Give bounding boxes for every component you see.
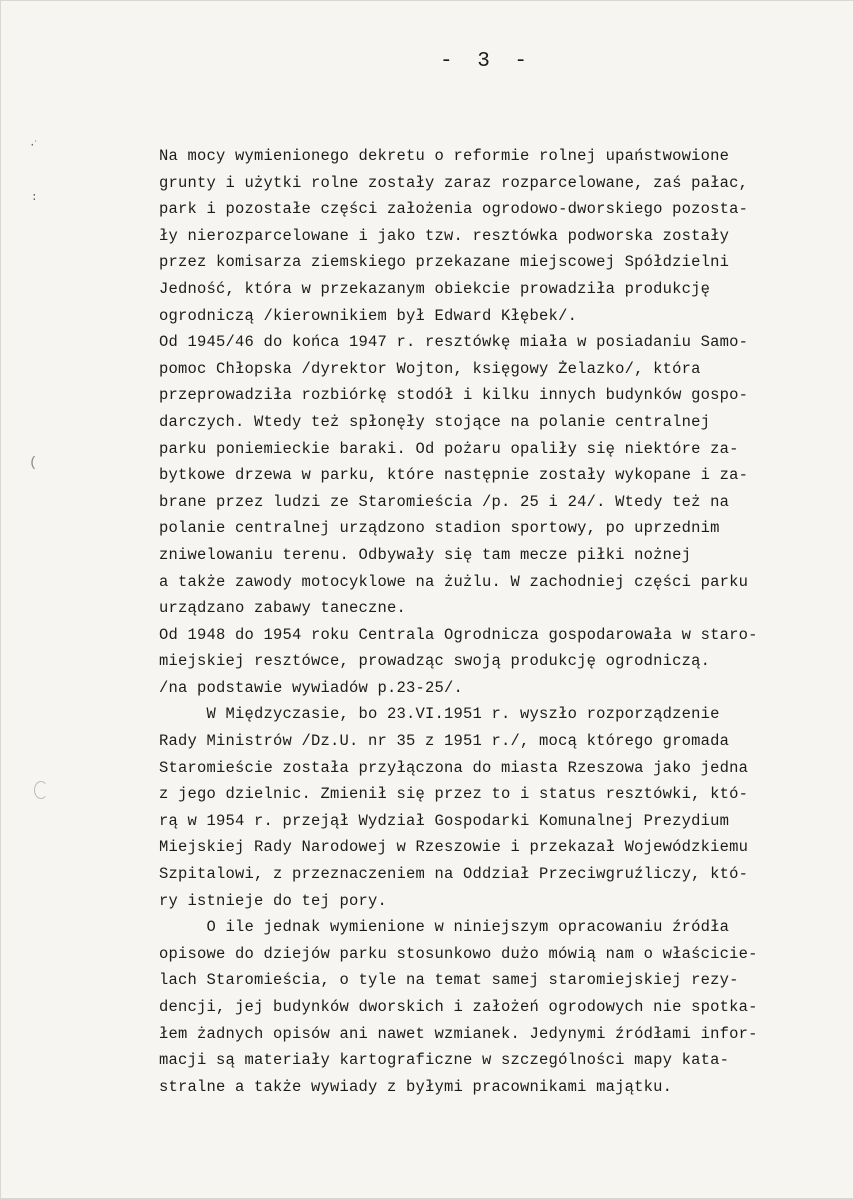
text-line: grunty i użytki rolne zostały zaraz rozparcelowane, zaś pałac,	[159, 173, 749, 192]
text-line: Miejskiej Rady Narodowej w Rzeszowie i przekazał Wojewódzkiemu	[159, 838, 749, 857]
text-line: parku poniemieckie baraki. Od pożaru opaliły się niektóre za-	[159, 439, 739, 458]
punch-hole-mark	[34, 781, 48, 799]
text-line: Szpitalowi, z przeznaczeniem na Oddział Przeciwgruźliczy, któ-	[159, 865, 749, 884]
text-line: Od 1945/46 do końca 1947 r. resztówkę miała w posiadaniu Samo-	[159, 333, 749, 352]
text-line: zniwelowaniu terenu. Odbywały się tam mecze piłki nożnej	[159, 545, 692, 564]
text-line: park i pozostałe części założenia ogrodowo-dworskiego pozosta-	[159, 200, 749, 219]
text-line: przeprowadziła rozbiórkę stodół i kilku innych budynków gospo-	[159, 386, 749, 405]
text-line: darczych. Wtedy też spłonęły stojące na polanie centralnej	[159, 412, 711, 431]
text-line: dencji, jej budynków dworskich i założeń ogrodowych nie spotka-	[159, 998, 758, 1016]
margin-mark: ·̇	[29, 140, 36, 152]
text-line: brane przez ludzi ze Staromieścia /p. 25 i 24/. Wtedy też na	[159, 492, 730, 511]
text-line: a także zawody motocyklowe na żużlu. W zachodniej części parku	[159, 572, 749, 591]
text-line: miejskiej resztówce, prowadząc swoją produkcję ogrodniczą.	[159, 652, 711, 671]
text-line: stralne a także wywiady z byłymi pracownikami majątku.	[159, 1077, 673, 1096]
text-line: urządzano zabawy taneczne.	[159, 599, 407, 618]
text-line: przez komisarza ziemskiego przekazane miejscowej Spółdzielni	[159, 253, 730, 272]
text-line: Staromieście została przyłączona do miasta Rzeszowa jako jedna	[159, 758, 749, 777]
text-line: Rady Ministrów /Dz.U. nr 35 z 1951 r./, mocą którego gromada	[159, 732, 730, 751]
text-line: lach Staromieścia, o tyle na temat samej staromiejskiej rezy-	[159, 971, 739, 990]
text-line: O ile jednak wymienione w niniejszym opracowaniu źródła	[159, 918, 730, 937]
margin-mark: :	[31, 192, 38, 204]
text-line: ły nierozparcelowane i jako tzw. resztówka podworska zostały	[159, 226, 730, 245]
text-line: Na mocy wymienionego dekretu o reformie rolnej upaństwowione	[159, 147, 730, 165]
text-line: ry istnieje do tej pory.	[159, 891, 388, 910]
text-line: polanie centralnej urządzono stadion sportowy, po uprzednim	[159, 519, 720, 538]
text-line: rą w 1954 r. przejął Wydział Gospodarki Komunalnej Prezydium	[159, 811, 730, 830]
page-number: - 3 -	[440, 50, 534, 73]
text-line: bytkowe drzewa w parku, które następnie zostały wykopane i za-	[159, 466, 749, 485]
text-line: Jedność, która w przekazanym obiekcie prowadziła produkcję	[159, 279, 711, 298]
text-line: opisowe do dziejów parku stosunkowo dużo mówią nam o właściciе-	[159, 944, 758, 963]
text-line: Od 1948 do 1954 roku Centrala Ogrodnicza gospodarowała w staro-	[159, 625, 758, 644]
text-line: W Międzyczasie, bo 23.VI.1951 r. wyszło rozporządzenie	[159, 705, 720, 724]
margin-mark: (	[29, 455, 38, 471]
text-line: łem żadnych opisów ani nawet wzmianek. Jedynymi źródłami infor-	[159, 1024, 758, 1043]
text-line: ogrodniczą /kierownikiem był Edward Kłębek/.	[159, 306, 578, 325]
text-line: macji są materiały kartograficzne w szczególności mapy kata-	[159, 1051, 730, 1070]
text-line: z jego dzielnic. Zmienił się przez to i status resztówki, któ-	[159, 785, 749, 804]
text-line: /na podstawie wywiadów p.23-25/.	[159, 678, 464, 697]
text-line: pomoc Chłopska /dyrektor Wojton, księgowy Żelazko/, która	[159, 359, 701, 378]
document-body	[159, 143, 819, 1100]
